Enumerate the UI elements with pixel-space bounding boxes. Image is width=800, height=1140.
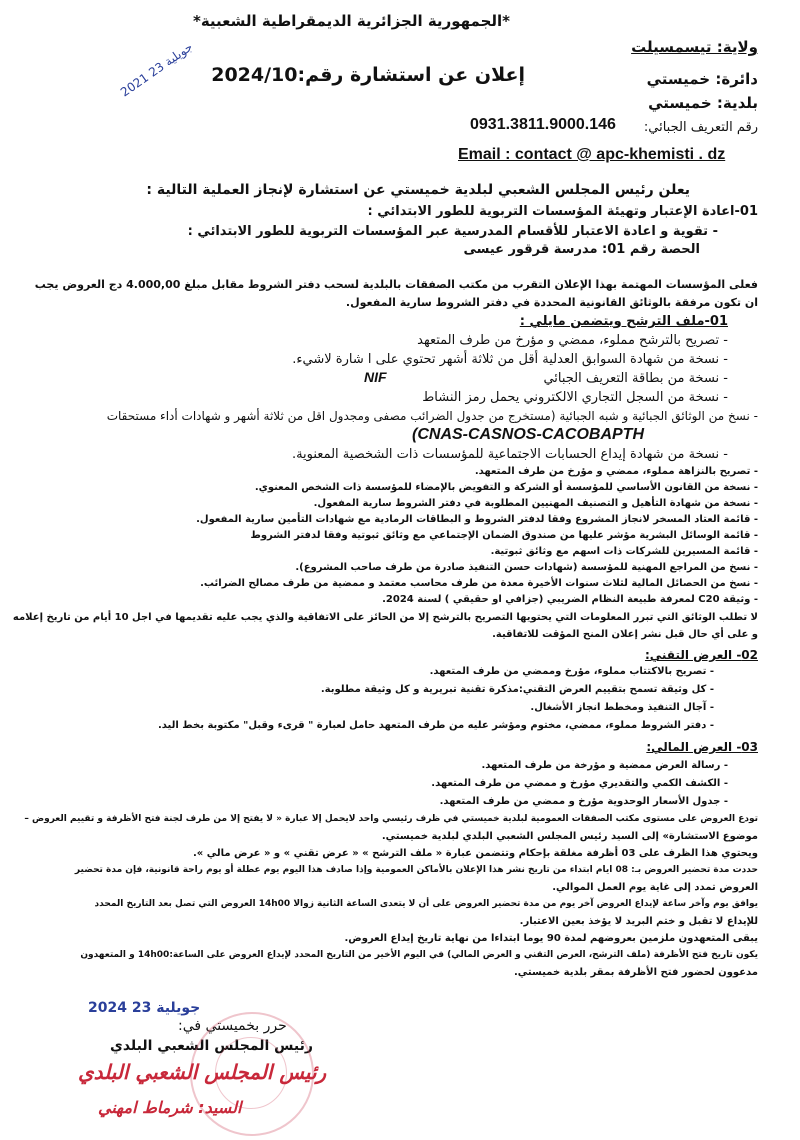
financial-title: 03- العرض المالي: (646, 740, 758, 754)
candidature-small-item: - قائمة الوسائل البشرية مؤشر عليها من صندوق الضمان الإجتماعي مع وثائق ثبوتية وفقا لدفتر الشروط (250, 530, 758, 541)
closing-line: العروض تمدد إلى غاية يوم العمل الموالي. (552, 882, 758, 893)
closing-line: حددت مدة تحضير العروض بـ: 08 ايام ابتداء من تاريخ نشر هذا الإعلان بالأماكن العمومية وإذا صادف هذا اليوم يوم عطلة أو يوم راحة قانونية، فإن مدة تحضير (74, 865, 758, 875)
technical-title: 02- العرض التقني: (644, 648, 758, 662)
candidature-small-item: - وثيقة C20 لمعرفة طبيعة النظام الضريبي (جزافي او حقيقي ) لسنة 2024. (382, 594, 758, 605)
candidature-small-item: - نسخة من القانون الأساسي للمؤسسة أو الشركة و التفويض بالإمضاء للمؤسسة ذات الشخص المعنوي. (254, 482, 758, 493)
daira-label: دائرة: خميستي (646, 70, 758, 88)
candidature-small-item: - نسخ من المراجع المهنية للمؤسسة (شهادات حسن التنفيذ صادرة من طرف صاحب المشروع). (295, 562, 758, 573)
candidature-small-item: - نسخ من الحصائل المالية لثلاث سنوات الأخيرة معدة من طرف محاسب معتمد و ممضية من طرف مصالح الضرائب. (200, 578, 758, 589)
nif-label: NIF (364, 369, 387, 385)
closing-line: للإيداع لا تقبل و ختم البريد لا يؤخذ بعين الاعتبار. (519, 916, 758, 927)
intro-para-line2: ان تكون مرفقة بالوثائق القانونية المحددة في دفتر الشروط سارية المفعول. (345, 296, 758, 309)
date-stamp-top: 2021 جويلية 23 (118, 39, 196, 100)
candidature-note-line1: لا تطلب الوثائق التي تبرر المعلومات التي يحتويها التصريح بالترشح إلا من الحائز على الاتفاقية والذي يجب عليه تقديمها في اجل 10 أيام من تاريخ إعلامه (12, 612, 758, 623)
baladia-label: بلدية: خميستي (648, 94, 758, 112)
lot-label: الحصة رقم 01: مدرسة قرقور عيسى (463, 242, 700, 257)
republic-title: *الجمهورية الجزائرية الديمقراطية الشعبية* (192, 12, 510, 30)
candidature-item: - نسخة من بطاقة التعريف الجبائي (543, 371, 728, 386)
technical-item: - كل وثيقة تسمح بتقييم العرض التقني:مذكرة تقنية تبريرية و كل وثيقة مطلوبة. (320, 684, 714, 695)
tax-id-value: 0931.3811.9000.146 (470, 116, 616, 133)
operation-item: - تقوية و اعادة الاعتبار للأقسام المدرسية عبر المؤسسات التربوية للطور الابتدائي : (187, 224, 718, 239)
closing-line: يبقى المتعهدون ملزمين بعروضهم لمدة 90 يوما ابتداءا من نهاية تاريخ إيداع العروض. (344, 933, 758, 944)
email-address: Email : contact @ apc-khemisti . dz (458, 146, 726, 163)
technical-item: - تصريح بالاكتتاب مملوء، مؤرخ وممضي من طرف المتعهد. (429, 666, 714, 677)
financial-item: - الكشف الكمي والتقديري مؤرخ و ممضي من طرف المتعهد. (431, 778, 728, 789)
closing-line: مدعوون لحضور فتح الأظرفة بمقر بلدية خميستي. (514, 967, 758, 978)
candidature-title: 01-ملف الترشح ويتضمن مايلي : (519, 314, 728, 329)
candidature-small-item: - تصريح بالنزاهة مملوء، ممضي و مؤرخ من طرف المتعهد. (474, 466, 758, 477)
technical-item: - آجال التنفيذ ومخطط انجاز الأشغال. (530, 702, 714, 713)
closing-line: موضوع الاستشارة» إلى السيد رئيس المجلس الشعبي البلدي لبلدية خميستي. (381, 831, 758, 842)
signature-place: حرر بخميستي في: (178, 1018, 287, 1034)
closing-line: تودع العروض على مستوى مكتب الصفقات العمومية لبلدية خميستي في ظرف رئيسي واحد لايحمل إلا عبارة « لا يفتح إلا من طرف لجنة فتح الأظرفة و تقييم العروض – (24, 814, 758, 824)
date-stamp-bottom: 2024 جويلية 23 (88, 1000, 201, 1016)
candidature-note-line2: و على أي حال قبل نشر إعلان المنح المؤقت للاتفاقية. (492, 629, 758, 640)
candidature-small-item: - قائمة العتاد المسخر لانجاز المشروع وفقا لدفتر الشروط و البطاقات الرمادية مع شهادات التأمين سارية المفعول. (196, 514, 758, 525)
closing-line: يوافق يوم وآخر ساعة لإيداع العروض آخر يوم من مدة تحضير العروض على أن لا يتعدى الساعة الثانية زوالا 14h00 العروض التي تصل بعد التاريخ المحدد (94, 899, 758, 909)
technical-item: - دفتر الشروط مملوء، ممضي، مختوم ومؤشر عليه من طرف المتعهد حامل لعبارة " قرىء وقبل" مكتوبة بخط اليد. (157, 720, 714, 731)
wilaya-label: ولاية: تيسمسيلت (631, 38, 758, 56)
tax-id-label: رقم التعريف الجبائي: (643, 120, 758, 135)
candidature-small-item: - قائمة المسيرين للشركات ذات اسهم مع وثائق ثبوتية. (490, 546, 758, 557)
intro-announcer: يعلن رئيس المجلس الشعبي لبلدية خميستي عن استشارة لإنجاز العملية التالية : (146, 182, 690, 198)
financial-item: - رسالة العرض ممضية و مؤرخة من طرف المتعهد. (481, 760, 728, 771)
candidature-item: - نسخ من الوثائق الجبائية و شبه الجبائية (مستخرج من جدول الضرائب مصفى ومجدول اقل من ثلاثة أشهر و شهادات أداء مستحقات (106, 409, 758, 423)
cnas-label: (CNAS-CASNOS-CACOBAPTH (412, 426, 644, 443)
signature-role: رئيس المجلس الشعبي البلدي (110, 1038, 313, 1054)
candidature-item: - نسخة من شهادة إيداع الحسابات الاجتماعية للمؤسسات ذات الشخصية المعنوية. (291, 447, 728, 462)
operation-title: 01-اعادة الإعتبار وتهيئة المؤسسات التربوية للطور الابتدائي : (367, 204, 758, 219)
signature-stamp-role: رئيس المجلس الشعبي البلدي (78, 1060, 327, 1084)
closing-line: يكون تاريخ فتح الأظرفة (ملف الترشح، العرض التقني و العرض المالي) في اليوم الأخير من التاريخ المحدد لإيداع العروض على الساعة:14h00 و المتعهدون (80, 950, 758, 960)
candidature-item: - تصريح بالترشح مملوء، ممضي و مؤرخ من طرف المتعهد (417, 333, 728, 348)
intro-para-line1: فعلى المؤسسات المهتمة بهذا الإعلان التقرب من مكتب الصفقات بالبلدية لسحب دفتر الشروط مقابل مبلغ 4.000,00 دج العروض يجب (34, 278, 758, 291)
candidature-item: - نسخة من السجل التجاري الالكتروني يحمل رمز النشاط (422, 390, 728, 405)
closing-line: ويحتوي هذا الظرف على 03 أظرفة مغلقة بإحكام وتتضمن عبارة « ملف الترشح » « عرض تقني » و « عرض مالي ». (192, 848, 758, 859)
financial-item: - جدول الأسعار الوحدوية مؤرخ و ممضي من طرف المتعهد. (439, 796, 728, 807)
candidature-small-item: - نسخة من شهادة التأهيل و التصنيف المهنيين المطلوبة في دفتر الشروط سارية المفعول. (313, 498, 758, 509)
announcement-title: إعلان عن استشارة رقم:2024/10 (211, 64, 525, 86)
signature-stamp-name: السيد: شرماط امهني (98, 1098, 242, 1117)
candidature-item: - نسخة من شهادة السوابق العدلية أقل من ثلاثة أشهر تحتوي على ا شارة لاشيء. (292, 352, 728, 367)
